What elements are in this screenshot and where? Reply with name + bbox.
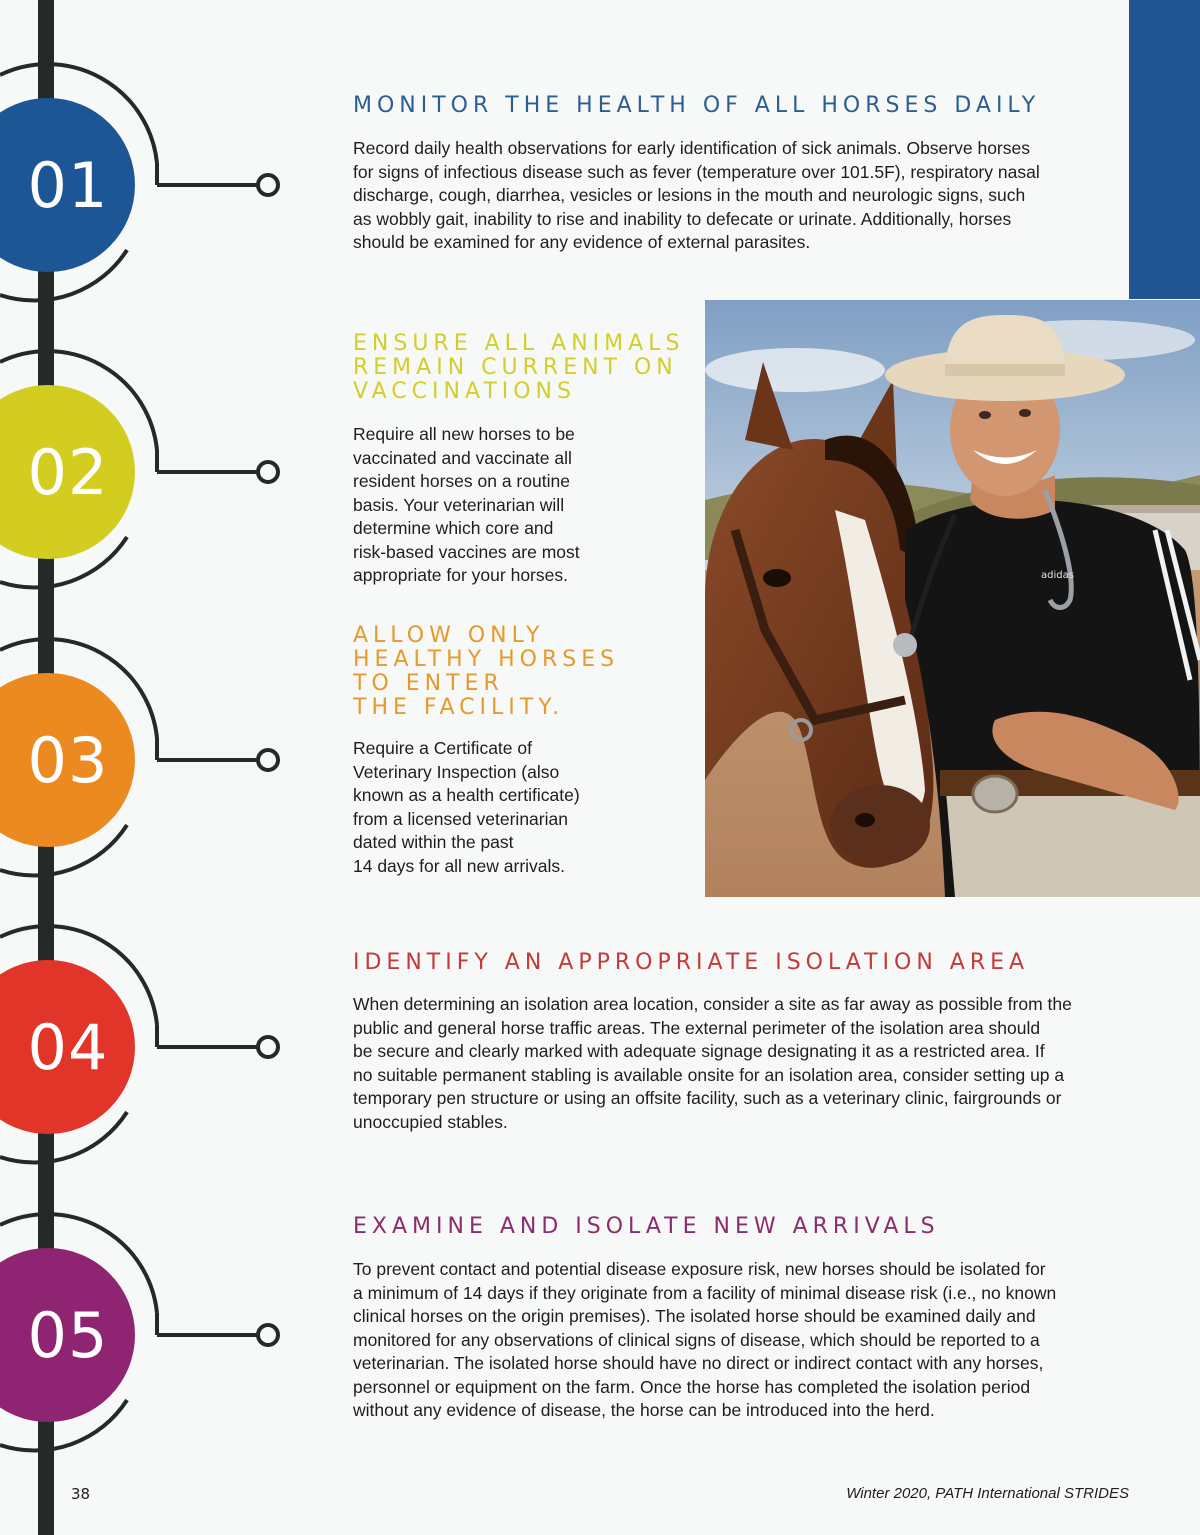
step-number-04: 04 [27,1010,109,1084]
section-heading-monitor-health: MONITOR THE HEALTH OF ALL HORSES DAILY [353,93,1041,118]
section-heading-new-arrivals: EXAMINE AND ISOLATE NEW ARRIVALS [353,1214,940,1239]
step-marker-02 [0,322,300,622]
shirt-brand-text: adidas [1041,570,1074,581]
accent-bar [1129,0,1200,299]
section-heading-isolation-area: IDENTIFY AN APPROPRIATE ISOLATION AREA [353,950,1030,975]
section-body-isolation-area: When determining an isolation area location, consider a site as far away as possible from the public and general horse traffic areas. The external perimeter of the isolation area should be secure and clearly marked with adequate signage designating it as a restricted area. If no suitable permanent stabling is available onsite for an isolation area, consider setting up a temporary pen structure or using an offsite facility, such as a veterinary clinic, fairgrounds or unoccupied stables. [353,994,1072,1132]
step-marker-05 [0,1185,300,1485]
section-body-monitor-health: Record daily health observations for early identification of sick animals. Observe horses for signs of infectious disease such as fever (temperature over 101.5F), respiratory nasal discharge, cough, diarrhea, vesicles or lesions in the mouth and neurologic signs, such as wobbly gait, inability to rise and inability to defecate or urinate. Additionally, horses should be examined for any evidence of external parasites. [353,138,1040,252]
photo-veterinarian-with-horse [705,300,1200,897]
section-body-vaccinations: Require all new horses to be vaccinated and vaccinate all resident horses on a routine basis. Your veterinarian will determine which core and risk-based vaccines are most appropriate for your horses. [353,424,580,585]
section-body-new-arrivals: To prevent contact and potential disease exposure risk, new horses should be isolated for a minimum of 14 days if they originate from a facility of minimal disease risk (i.e., no known clinical horses on the origin premises). The isolated horse should be examined daily and monitored for any observations of clinical signs of disease, which should be reported to a veterinarian. The isolated horse should have no direct or indirect contact with any horses, personnel or equipment on the farm. Once the horse has completed the isolation period without any evidence of disease, the horse can be introduced into the herd. [353,1259,1057,1420]
step-marker-03 [0,610,300,910]
publication-footer: Winter 2020, PATH International STRIDES [846,1485,1129,1502]
step-number-02: 02 [27,435,109,509]
section-heading-vaccinations: ENSURE ALL ANIMALS REMAIN CURRENT ON VACCINATIONS [353,331,685,404]
step-number-03: 03 [27,723,109,797]
step-marker-04 [0,897,300,1197]
section-heading-healthy-horses: ALLOW ONLY HEALTHY HORSES TO ENTER THE FACILITY. [353,623,620,720]
step-marker-01 [0,35,300,335]
step-number-01: 01 [27,148,109,222]
step-number-05: 05 [27,1298,109,1372]
photo-illustration [705,300,1200,897]
page-number: 38 [71,1485,91,1503]
section-body-healthy-horses: Require a Certificate of Veterinary Inspection (also known as a health certificate) from a licensed veterinarian dated within the past 14 days for all new arrivals. [353,738,580,876]
